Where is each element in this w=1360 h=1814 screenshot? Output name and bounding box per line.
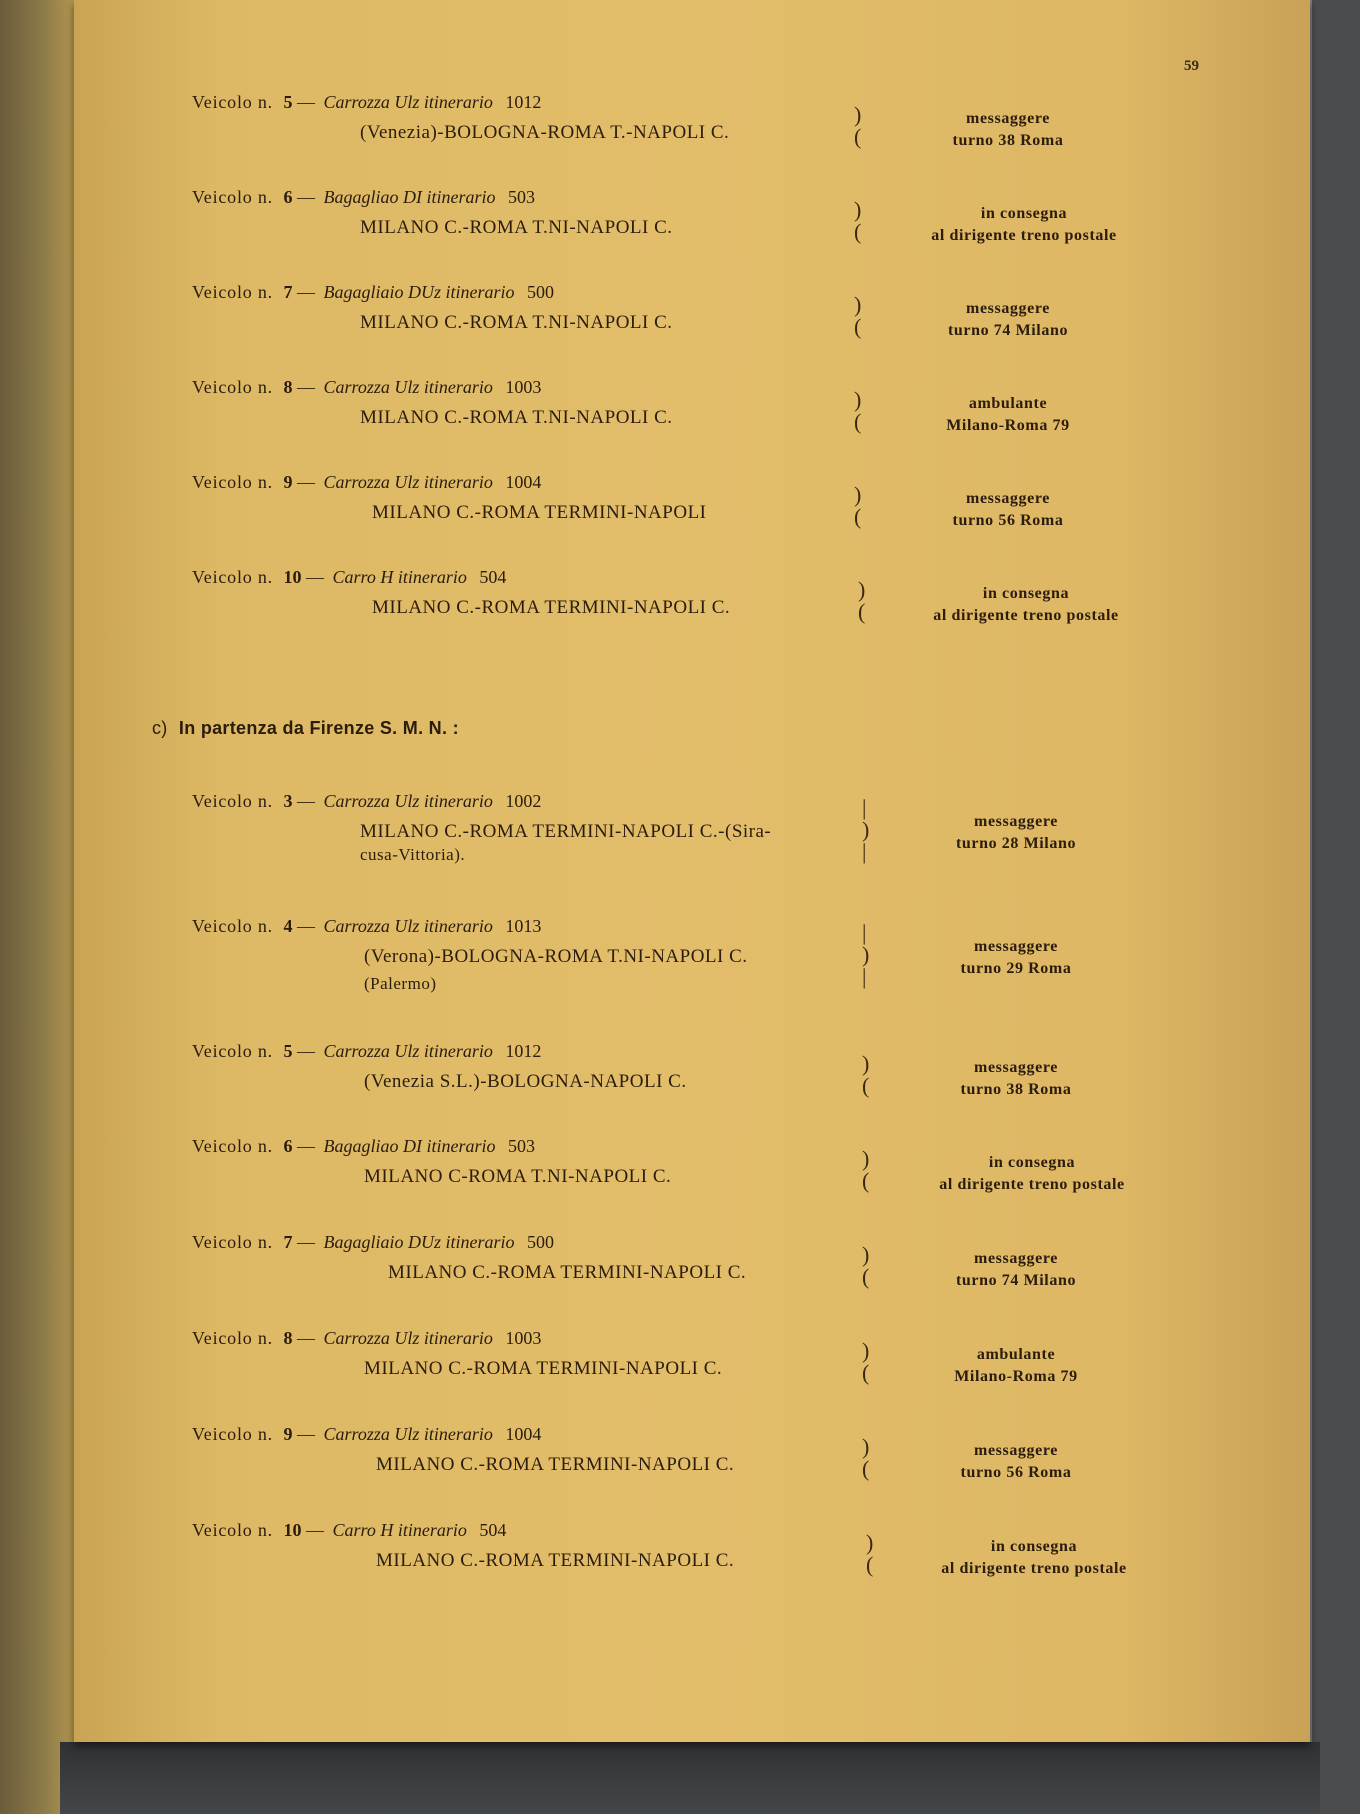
entry-route: MILANO C.-ROMA T.NI-NAPOLI C.	[360, 217, 673, 238]
destination-line-2: turno 56 Roma	[952, 512, 1064, 529]
brace-mark: ) (	[854, 292, 862, 339]
brace-mark: ) (	[866, 1530, 874, 1577]
entry-itinerary-number: 1004	[505, 472, 542, 492]
entry-destination	[876, 811, 1156, 855]
destination-line-1: messaggere	[974, 938, 1058, 955]
destination-line-1: messaggere	[974, 1059, 1058, 1076]
destination-line-2: turno 74 Milano	[947, 322, 1069, 339]
entry-label: Veicolo n.	[192, 1424, 273, 1444]
destination-line-1: ambulante	[968, 395, 1048, 412]
entry-number: 7	[283, 282, 293, 302]
entry-head	[192, 1328, 541, 1349]
entry-head	[192, 791, 541, 812]
entry-label: Veicolo n.	[192, 567, 273, 587]
entry-head	[192, 92, 541, 113]
destination-line-1: messaggere	[966, 490, 1050, 507]
entry-number: 4	[283, 916, 293, 936]
entry-head	[192, 377, 541, 398]
entry-head	[192, 1424, 541, 1445]
entry-label: Veicolo n.	[192, 1232, 273, 1252]
entry-head	[192, 1520, 506, 1541]
entry-route: MILANO C.-ROMA TERMINI-NAPOLI C.	[372, 597, 731, 618]
destination-line-2: turno 38 Roma	[952, 132, 1064, 149]
entry-dash: —	[296, 92, 315, 112]
entry-type: Carrozza Ulz itinerario	[323, 92, 493, 112]
entry-route: MILANO C.-ROMA TERMINI-NAPOLI C.-(Sira-	[360, 821, 772, 842]
brace-mark: | ) |	[862, 920, 870, 989]
destination-line-2: turno 56 Roma	[960, 1464, 1072, 1481]
entry-number: 3	[283, 791, 293, 811]
entry-destination	[868, 108, 1148, 152]
entry-itinerary-number: 504	[479, 1520, 507, 1540]
entry-route: (Venezia S.L.)-BOLOGNA-NAPOLI C.	[364, 1071, 687, 1092]
entry-dash: —	[296, 377, 315, 397]
entry-head	[192, 567, 506, 588]
entry-type: Bagagliaio DUz itinerario	[323, 282, 515, 302]
entry-number: 10	[283, 567, 302, 587]
entry-destination	[894, 1536, 1174, 1580]
entry-number: 6	[283, 1136, 293, 1156]
entry-type: Carrozza Ulz itinerario	[323, 1328, 493, 1348]
section-letter: c)	[152, 718, 168, 738]
brace-mark: ) (	[854, 387, 862, 434]
entry-route: MILANO C-ROMA T.NI-NAPOLI C.	[364, 1166, 672, 1187]
brace-mark: ) (	[854, 482, 862, 529]
entry-route: MILANO C.-ROMA TERMINI-NAPOLI C.	[376, 1454, 735, 1475]
destination-line-2: turno 38 Roma	[960, 1081, 1072, 1098]
entry-head	[192, 1041, 541, 1062]
entry-type: Carrozza Ulz itinerario	[323, 1041, 493, 1061]
entry-destination	[876, 1057, 1156, 1101]
destination-line-1: in consegna	[982, 585, 1070, 602]
brace-mark: ) (	[862, 1242, 870, 1289]
entry-number: 10	[283, 1520, 302, 1540]
entry-label: Veicolo n.	[192, 92, 273, 112]
entry-type: Carro H itinerario	[332, 567, 467, 587]
entry-label: Veicolo n.	[192, 1520, 273, 1540]
entry-head	[192, 1136, 535, 1157]
entry-type: Carrozza Ulz itinerario	[323, 472, 493, 492]
entry-destination	[876, 1344, 1156, 1388]
entry-label: Veicolo n.	[192, 1041, 273, 1061]
entry-route: MILANO C.-ROMA TERMINI-NAPOLI C.	[376, 1550, 735, 1571]
entry-itinerary-number: 1002	[505, 791, 542, 811]
left-page-gutter	[0, 0, 78, 1814]
table-surface	[60, 1742, 1320, 1814]
entry-dash: —	[296, 1328, 315, 1348]
entry-number: 5	[283, 92, 293, 112]
destination-line-2: al dirigente treno postale	[939, 1176, 1125, 1193]
entry-type: Carrozza Ulz itinerario	[323, 791, 493, 811]
entry-destination	[884, 203, 1164, 247]
entry-route: MILANO C.-ROMA T.NI-NAPOLI C.	[360, 312, 673, 333]
entry-destination	[892, 1152, 1172, 1196]
entry-destination	[876, 1440, 1156, 1484]
destination-line-1: messaggere	[966, 300, 1050, 317]
entry-route: MILANO C.-ROMA T.NI-NAPOLI C.	[360, 407, 673, 428]
entry-itinerary-number: 500	[527, 1232, 554, 1252]
entry-number: 9	[283, 472, 293, 492]
entry-head	[192, 187, 535, 208]
entry-dash: —	[305, 567, 324, 587]
entry-itinerary-number: 504	[479, 567, 507, 587]
entry-label: Veicolo n.	[192, 791, 273, 811]
section-title: In partenza da Firenze S. M. N. :	[178, 718, 459, 738]
entry-itinerary-number: 500	[527, 282, 554, 302]
document-page	[74, 0, 1310, 1742]
entry-dash: —	[296, 1041, 315, 1061]
entry-head	[192, 282, 554, 303]
entry-label: Veicolo n.	[192, 282, 273, 302]
entry-type: Carrozza Ulz itinerario	[323, 1424, 493, 1444]
entry-head	[192, 1232, 554, 1253]
destination-line-2: Milano-Roma 79	[946, 417, 1070, 434]
entry-head	[192, 916, 541, 937]
entry-number: 7	[283, 1232, 293, 1252]
brace-mark: ) (	[862, 1146, 870, 1193]
brace-mark: ) (	[862, 1338, 870, 1385]
destination-line-2: Milano-Roma 79	[954, 1368, 1078, 1385]
entry-itinerary-number: 503	[507, 187, 535, 207]
entry-route: MILANO C.-ROMA TERMINI-NAPOLI C.	[388, 1262, 747, 1283]
brace-mark: ) (	[862, 1434, 870, 1481]
entry-dash: —	[296, 1232, 315, 1252]
entry-destination	[876, 1248, 1156, 1292]
brace-mark: | ) |	[862, 795, 870, 864]
brace-mark: ) (	[862, 1051, 870, 1098]
entry-dash: —	[296, 472, 315, 492]
brace-mark: ) (	[854, 197, 862, 244]
entry-destination	[886, 583, 1166, 627]
destination-line-2: turno 28 Milano	[955, 835, 1077, 852]
destination-line-2: al dirigente treno postale	[933, 607, 1119, 624]
entry-destination	[876, 936, 1156, 980]
entry-label: Veicolo n.	[192, 1328, 273, 1348]
entry-route: MILANO C.-ROMA TERMINI-NAPOLI	[372, 502, 707, 523]
entry-destination	[868, 393, 1148, 437]
entry-itinerary-number: 1013	[505, 916, 542, 936]
entry-number: 9	[283, 1424, 293, 1444]
destination-line-2: al dirigente treno postale	[931, 227, 1117, 244]
entry-label: Veicolo n.	[192, 377, 273, 397]
destination-line-1: messaggere	[974, 813, 1058, 830]
destination-line-1: messaggere	[974, 1442, 1058, 1459]
page-number: 59	[1184, 58, 1199, 74]
entry-number: 8	[283, 1328, 293, 1348]
entry-label: Veicolo n.	[192, 187, 273, 207]
entry-dash: —	[296, 282, 315, 302]
entry-route: (Verona)-BOLOGNA-ROMA T.NI-NAPOLI C.	[364, 946, 748, 967]
entry-type: Bagagliao DI itinerario	[323, 187, 496, 207]
destination-line-1: in consegna	[990, 1538, 1078, 1555]
destination-line-2: turno 29 Roma	[960, 960, 1072, 977]
entry-dash: —	[296, 791, 315, 811]
entry-type: Carrozza Ulz itinerario	[323, 916, 493, 936]
entry-itinerary-number: 1003	[505, 377, 542, 397]
entry-label: Veicolo n.	[192, 472, 273, 492]
entry-itinerary-number: 1003	[505, 1328, 542, 1348]
entry-head	[192, 472, 541, 493]
destination-line-2: turno 74 Milano	[955, 1272, 1077, 1289]
entry-label: Veicolo n.	[192, 916, 273, 936]
entry-route: (Venezia)-BOLOGNA-ROMA T.-NAPOLI C.	[360, 122, 730, 143]
entry-itinerary-number: 1012	[505, 1041, 542, 1061]
entry-itinerary-number: 1012	[505, 92, 542, 112]
entry-route-continuation: (Palermo)	[364, 974, 437, 993]
entry-label: Veicolo n.	[192, 1136, 273, 1156]
entry-type: Carrozza Ulz itinerario	[323, 377, 493, 397]
entry-type: Bagagliaio DUz itinerario	[323, 1232, 515, 1252]
entry-number: 8	[283, 377, 293, 397]
destination-line-1: in consegna	[988, 1154, 1076, 1171]
entry-itinerary-number: 503	[507, 1136, 535, 1156]
entry-type: Bagagliao DI itinerario	[323, 1136, 496, 1156]
brace-mark: ) (	[854, 102, 862, 149]
entry-dash: —	[296, 1136, 315, 1156]
brace-mark: ) (	[858, 577, 866, 624]
entry-dash: —	[305, 1520, 324, 1540]
entry-route-continuation: cusa-Vittoria).	[360, 845, 466, 864]
entry-type: Carro H itinerario	[332, 1520, 467, 1540]
destination-line-1: ambulante	[976, 1346, 1056, 1363]
entry-destination	[868, 488, 1148, 532]
entry-dash: —	[296, 1424, 315, 1444]
destination-line-1: in consegna	[980, 205, 1068, 222]
destination-line-1: messaggere	[974, 1250, 1058, 1267]
entry-number: 6	[283, 187, 293, 207]
destination-line-2: al dirigente treno postale	[941, 1560, 1127, 1577]
entry-dash: —	[296, 187, 315, 207]
entry-itinerary-number: 1004	[505, 1424, 542, 1444]
entry-dash: —	[296, 916, 315, 936]
destination-line-1: messaggere	[966, 110, 1050, 127]
entry-destination	[868, 298, 1148, 342]
entry-number: 5	[283, 1041, 293, 1061]
section-heading	[152, 718, 459, 739]
entry-route: MILANO C.-ROMA TERMINI-NAPOLI C.	[364, 1358, 723, 1379]
